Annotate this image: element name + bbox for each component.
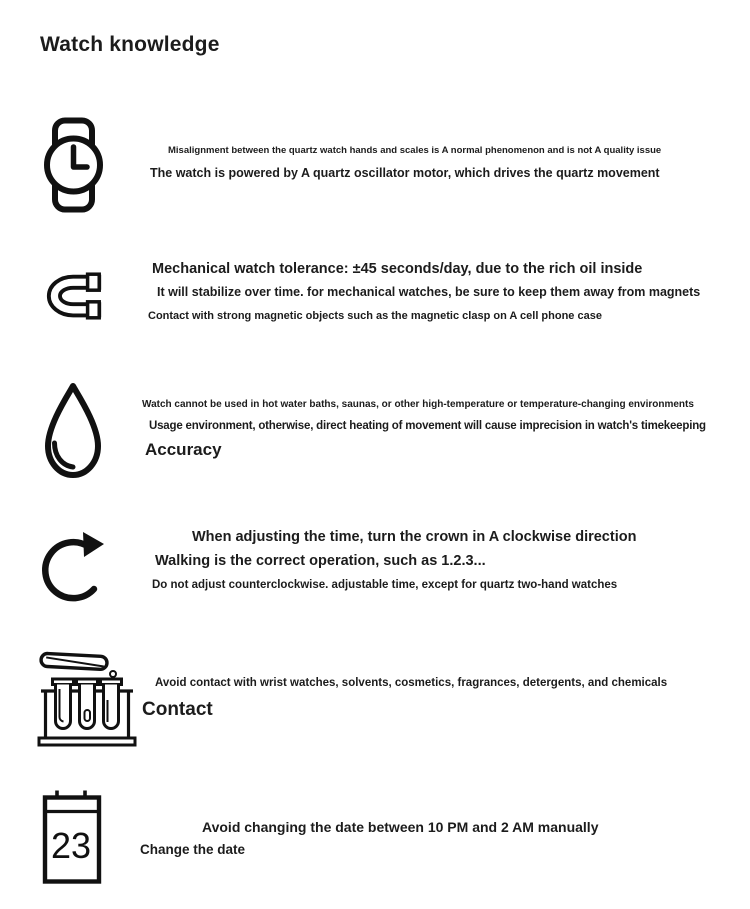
- water-drop-icon: [39, 380, 107, 482]
- wrist-watch-icon: [42, 117, 105, 213]
- date-sub-line: Change the date: [140, 842, 246, 857]
- calendar-date: 23: [50, 825, 92, 866]
- accuracy-note-line: Watch cannot be used in hot water baths, saunas, or other high-temperature or temperature-changing environments: [142, 399, 694, 410]
- quartz-note-line: Misalignment between the quartz watch hands and scales is A normal phenomenon and is not A quality issue: [168, 145, 662, 156]
- magnet-note-line: Contact with strong magnetic objects such as the magnetic clasp on A cell phone case: [148, 310, 602, 322]
- magnet-main-line: Mechanical watch tolerance: ±45 seconds/day, due to the rich oil inside: [152, 261, 643, 277]
- adjust-main-line: When adjusting the time, turn the crown in A clockwise direction: [192, 529, 637, 545]
- test-tubes-icon: [36, 648, 138, 748]
- page-title: Watch knowledge: [40, 33, 220, 56]
- contact-heading: Contact: [142, 699, 213, 720]
- date-main-line: Avoid changing the date between 10 PM and 2 AM manually: [202, 819, 599, 835]
- adjust-note-line: Do not adjust counterclockwise. adjustable time, except for quartz two-hand watches: [152, 579, 618, 591]
- accuracy-heading: Accuracy: [145, 440, 222, 459]
- accuracy-sub-line: Usage environment, otherwise, direct heating of movement will cause imprecision in watch's timekeeping: [149, 420, 706, 432]
- adjust-sub-line: Walking is the correct operation, such as 1.2.3...: [155, 553, 486, 569]
- magnet-icon: [44, 266, 106, 326]
- calendar-icon: [40, 789, 104, 885]
- contact-sub-line: Avoid contact with wrist watches, solvents, cosmetics, fragrances, detergents, and chemicals: [155, 677, 668, 689]
- magnet-sub-line: It will stabilize over time. for mechanical watches, be sure to keep them away from magnets: [157, 285, 701, 299]
- clockwise-arrow-icon: [38, 526, 116, 606]
- quartz-main-line: The watch is powered by A quartz oscillator motor, which drives the quartz movement: [150, 166, 660, 180]
